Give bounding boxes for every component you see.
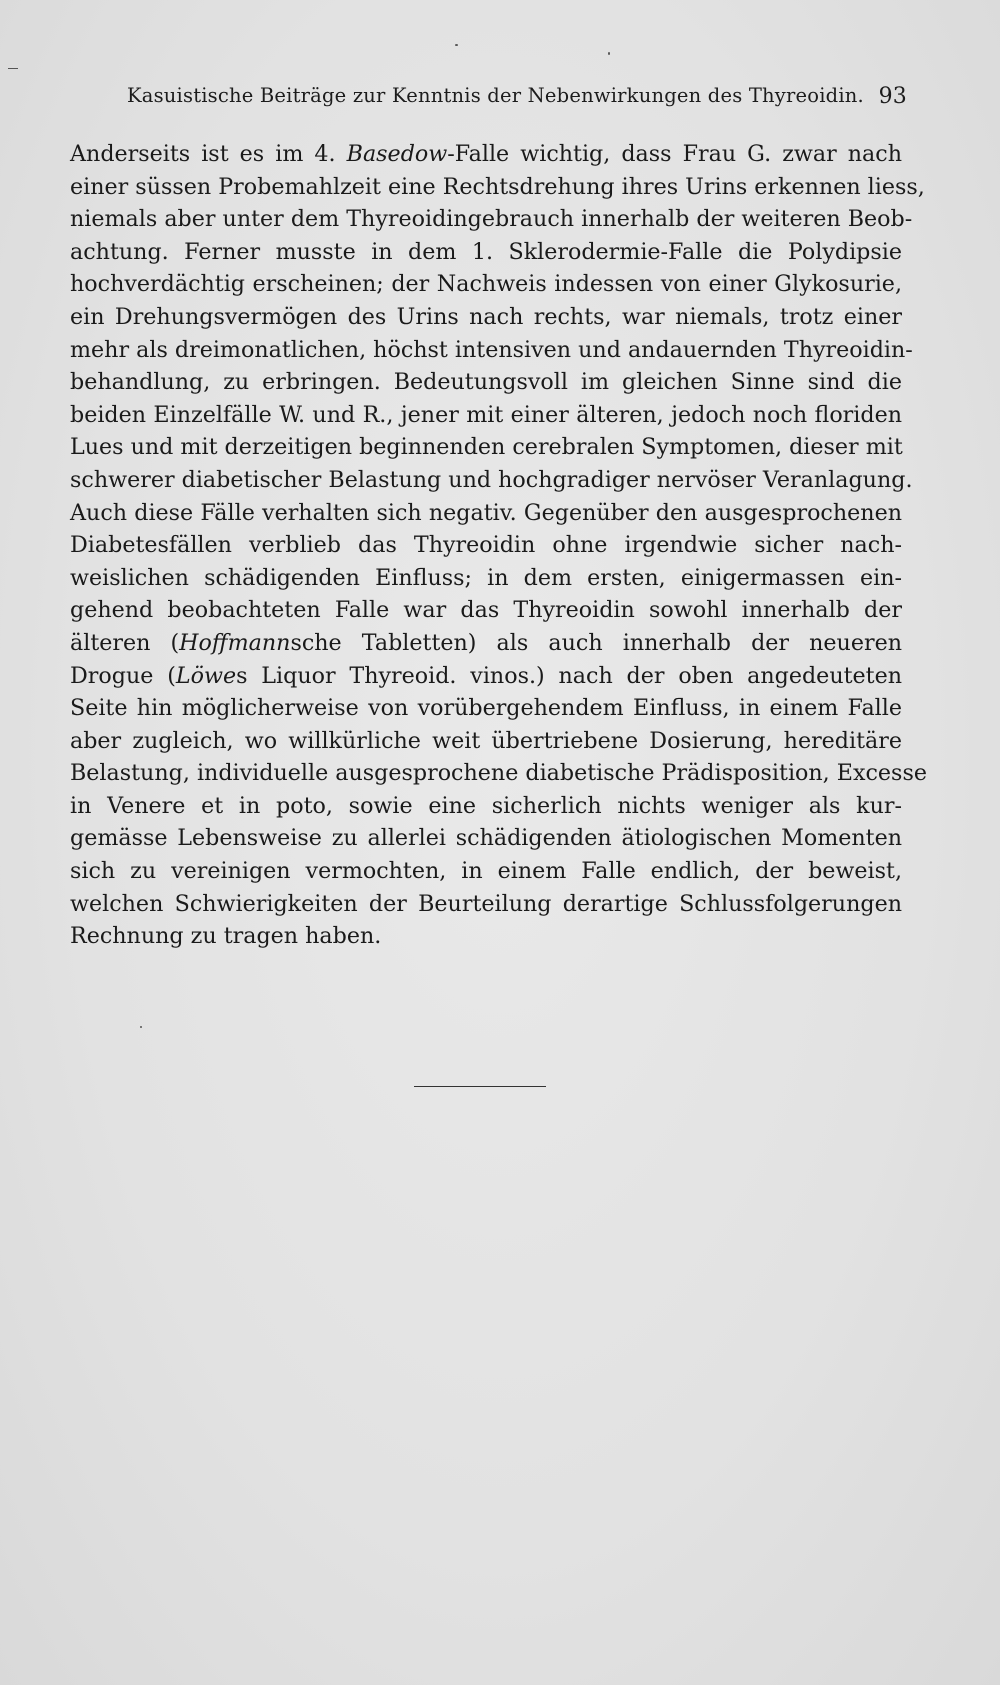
text-line: [70, 757, 927, 790]
text-line: [70, 562, 902, 595]
text-run: sich zu vereinigen vermochten, in einem Falle endlich, der beweist,: [70, 858, 902, 885]
text-run: beiden Einzelfälle W. und R., jener mit einer älteren, jedoch noch floriden: [70, 401, 902, 428]
text-line: [70, 464, 913, 497]
text-run: behandlung, zu erbringen. Bedeutungsvoll im gleichen Sinne sind die: [70, 369, 902, 396]
italic-name: Löwe: [175, 662, 237, 689]
text-line: [70, 660, 902, 693]
text-run: niemals aber unter dem Thyreoidingebrauch innerhalb der weiteren Beob-: [70, 206, 913, 233]
italic-name: Hoffmann: [179, 629, 291, 656]
text-line: [70, 431, 902, 464]
text-run: sche Tabletten) als auch innerhalb der neueren: [290, 629, 902, 656]
text-line: [70, 171, 925, 204]
text-line: [70, 301, 902, 334]
text-run: aber zugleich, wo willkürliche weit übertriebene Dosierung, hereditäre: [70, 727, 902, 754]
text-line: [70, 399, 902, 432]
text-run: älteren (: [70, 629, 180, 656]
text-run: gemässe Lebensweise zu allerlei schädigenden ätiologischen Momenten: [70, 825, 902, 852]
text-run: Rechnung zu tragen haben.: [70, 923, 382, 950]
text-run: hochverdächtig erscheinen; der Nachweis indessen von einer Glykosurie,: [70, 271, 902, 298]
text-line: [70, 236, 902, 269]
text-run: -Falle wichtig, dass Frau G. zwar nach: [447, 141, 903, 167]
text-run: Drogue (: [70, 662, 176, 689]
running-title: Kasuistische Beiträge zur Kenntnis der Nebenwirkungen des Thyreoidin.: [127, 84, 864, 107]
text-line: [70, 790, 902, 823]
page-number: 93: [878, 84, 907, 109]
text-line: [70, 203, 913, 236]
text-run: Anderseits ist es im 4.: [70, 141, 347, 167]
text-line: [70, 888, 902, 921]
scan-speck: [608, 52, 610, 55]
text-line: [70, 334, 913, 367]
text-line: [70, 692, 902, 725]
scan-speck: [455, 44, 458, 46]
text-run: einer süssen Probemahlzeit eine Rechtsdrehung ihres Urins erkennen liess,: [70, 173, 925, 200]
text-run: in Venere et in poto, sowie eine sicherlich nichts weniger als kur-: [70, 792, 902, 819]
text-run: Belastung, individuelle ausgesprochene diabetische Prädisposition, Excesse: [70, 760, 927, 787]
text-run: Diabetesfällen verblieb das Thyreoidin ohne irgendwie sicher nach-: [70, 532, 902, 559]
text-run: gehend beobachteten Falle war das Thyreoidin sowohl innerhalb der: [70, 597, 902, 624]
scan-speck: [8, 68, 18, 69]
text-run: welchen Schwierigkeiten der Beurteilung derartige Schlussfolgerungen: [70, 890, 902, 917]
text-run: Lues und mit derzeitigen beginnenden cerebralen Symptomen, dieser mit: [70, 434, 903, 461]
body-paragraph: [70, 138, 927, 953]
text-line: [70, 920, 902, 953]
text-line: [70, 822, 902, 855]
italic-name: Basedow: [346, 141, 448, 167]
text-run: Seite hin möglicherweise von vorübergehendem Einfluss, in einem Falle: [70, 695, 902, 722]
text-line: [70, 497, 902, 530]
text-run: achtung. Ferner musste in dem 1. Sklerodermie-Falle die Polydipsie: [70, 238, 902, 265]
text-run: ein Drehungsvermögen des Urins nach rechts, war niemals, trotz einer: [70, 303, 902, 330]
text-run: Auch diese Fälle verhalten sich negativ. Gegenüber den ausgesprochenen: [70, 499, 902, 526]
text-run: schwerer diabetischer Belastung und hochgradiger nervöser Veranlagung.: [70, 466, 913, 493]
text-run: s Liquor Thyreoid. vinos.) nach der oben angedeuteten: [236, 662, 902, 689]
scan-speck: [140, 1026, 142, 1028]
text-run: mehr als dreimonatlichen, höchst intensiven und andauernden Thyreoidin-: [70, 336, 913, 363]
text-line: [70, 268, 902, 301]
text-run: weislichen schädigenden Einfluss; in dem ersten, einigermassen ein-: [70, 564, 902, 591]
section-end-rule: [414, 1086, 546, 1087]
text-line: [70, 725, 902, 758]
text-line: [70, 855, 902, 888]
text-line: [70, 627, 902, 660]
text-line: [70, 366, 902, 399]
text-line: [70, 529, 902, 562]
text-line: [70, 138, 902, 171]
text-line: [70, 594, 902, 627]
